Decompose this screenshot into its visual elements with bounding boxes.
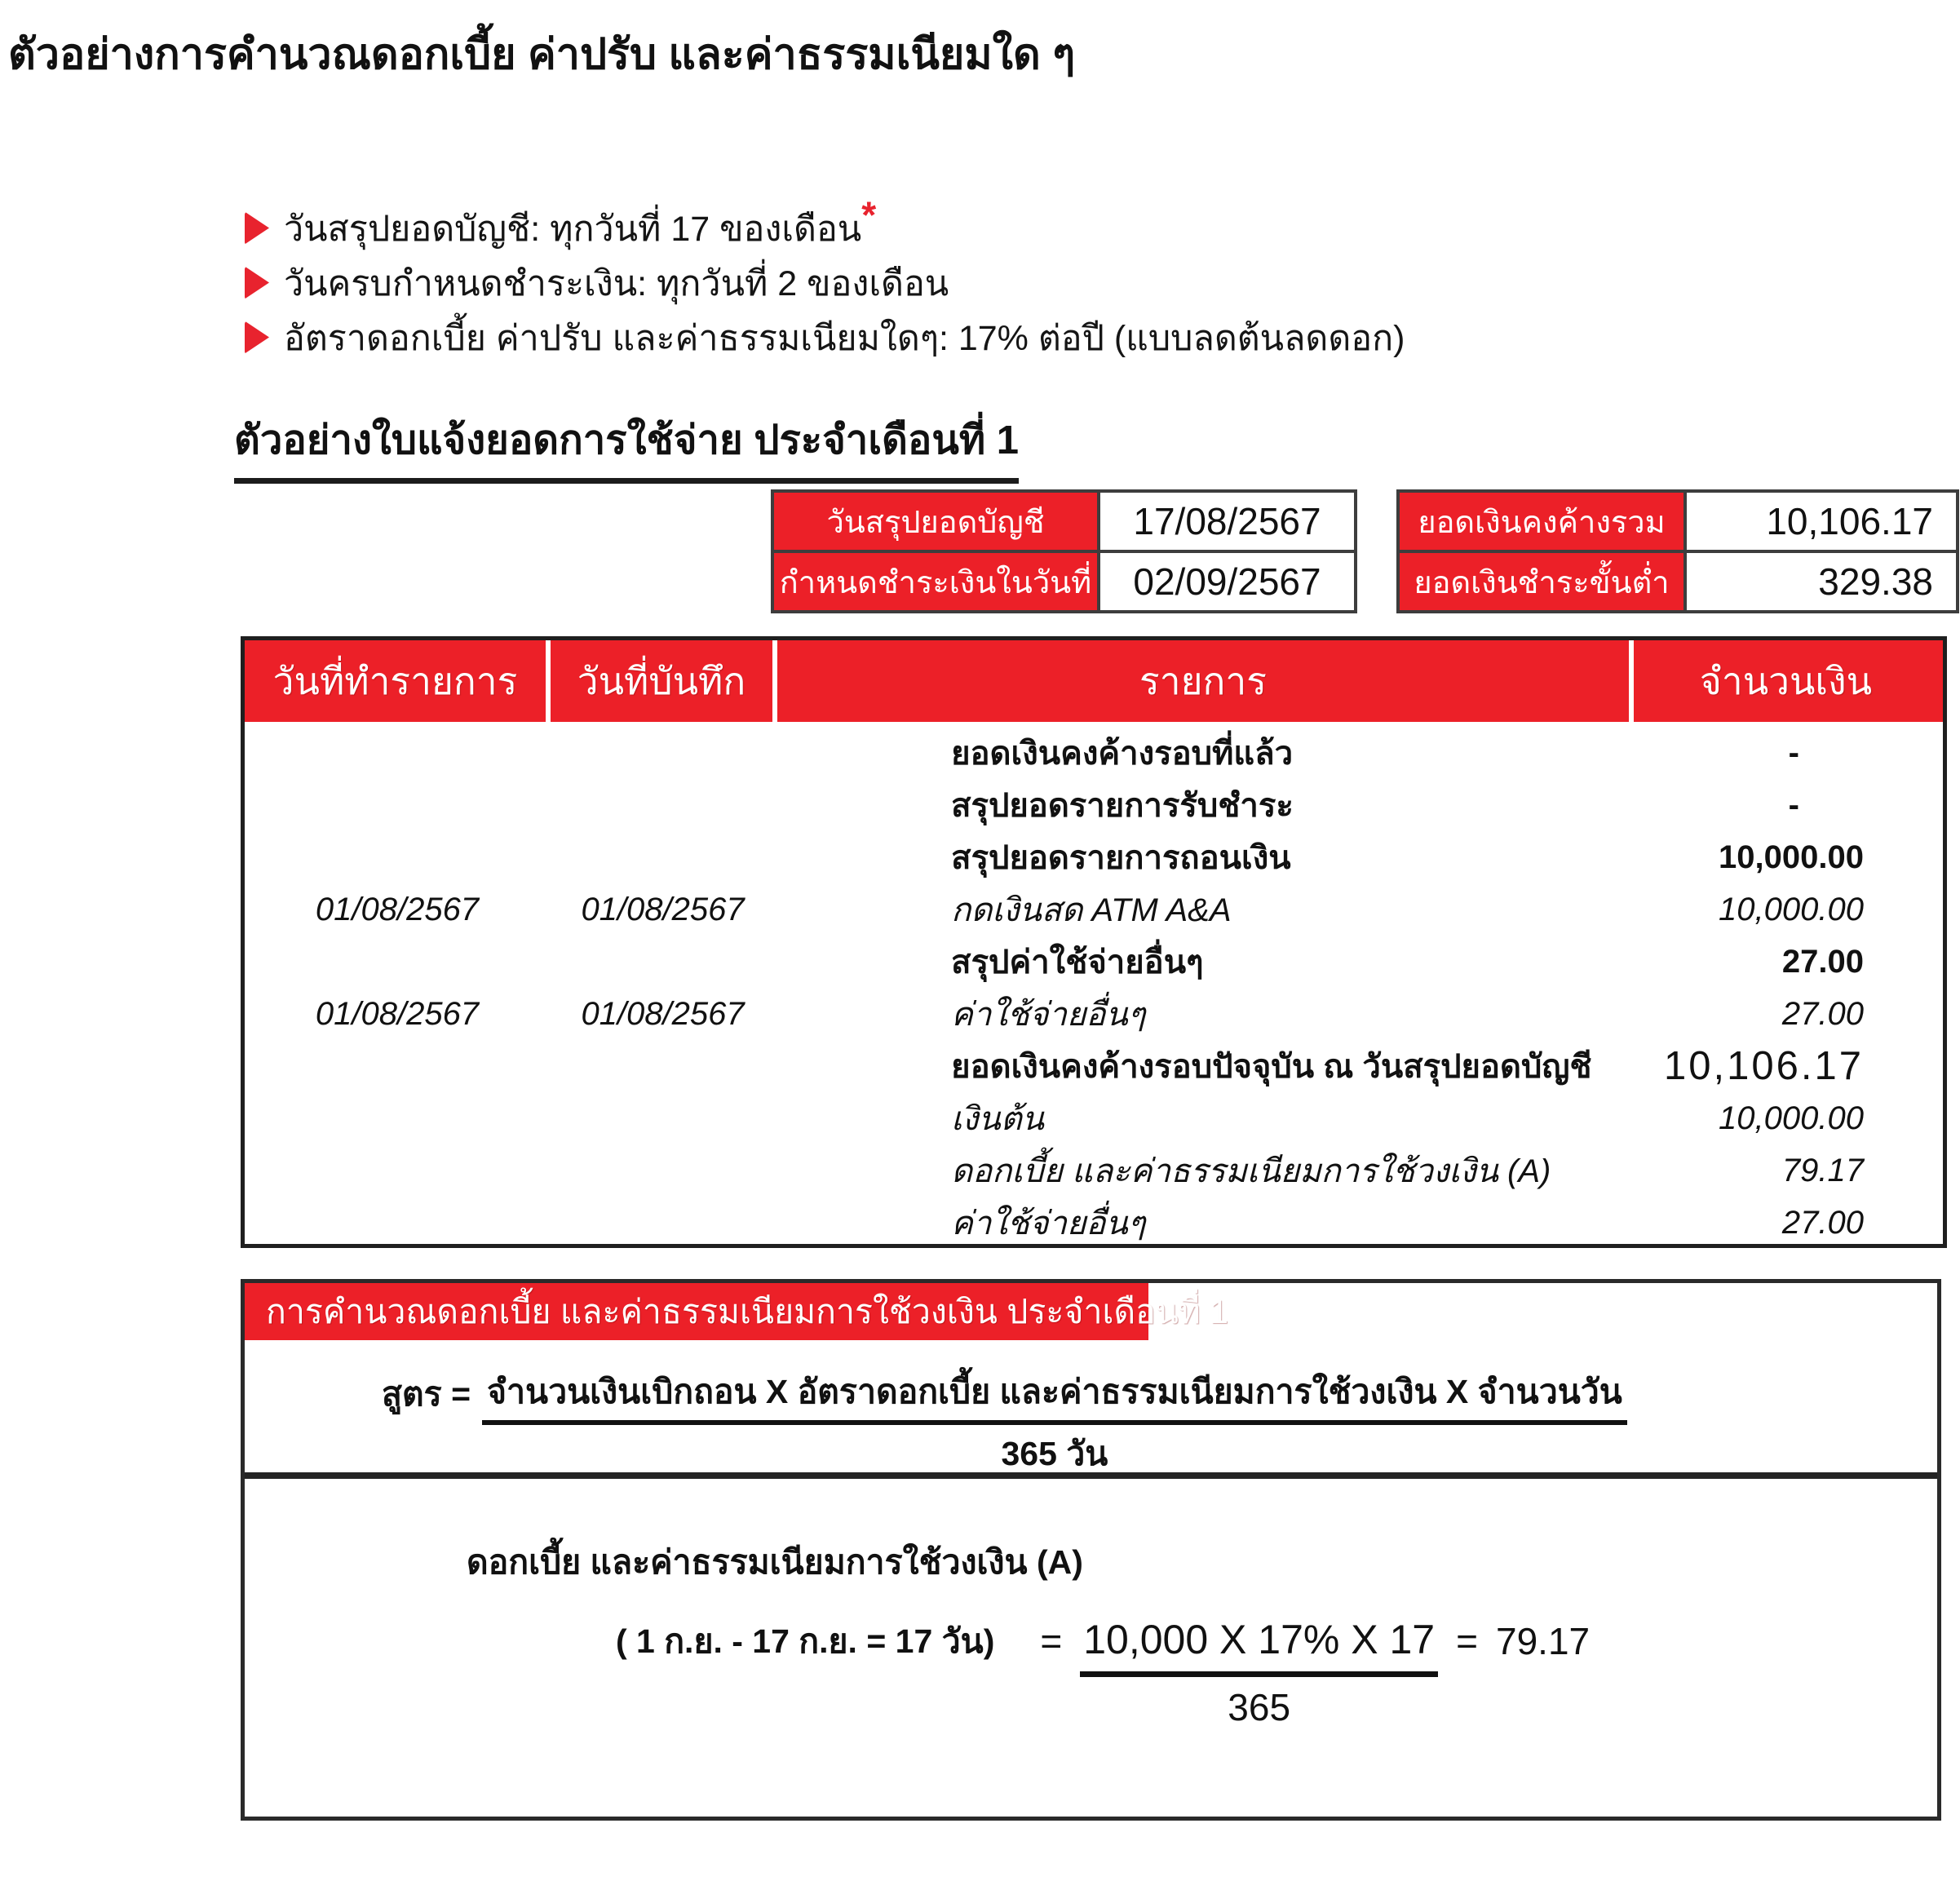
row-amount: 27.00 xyxy=(1781,1204,1864,1241)
row-description: สรุปยอดรายการถอนเงิน xyxy=(951,840,1291,876)
interest-calculation-equation xyxy=(616,1616,1590,1729)
red-arrow-bullet-icon xyxy=(245,321,269,354)
bullet-text: วันสรุปยอดบัญชี: ทุกวันที่ 17 ของเดือน xyxy=(284,209,862,249)
calculation-result: 79.17 xyxy=(1496,1620,1591,1662)
row-description: สรุปยอดรายการรับชำระ xyxy=(951,788,1294,824)
formula-prefix: สูตร = xyxy=(382,1375,471,1413)
row-amount: 10,000.00 xyxy=(1719,1100,1864,1136)
table-row xyxy=(245,727,1943,779)
due-date-label: กำหนดชำระเงินในวันที่ xyxy=(772,551,1099,612)
table-row xyxy=(245,1040,1943,1092)
min-payment-value: 329.38 xyxy=(1685,551,1958,612)
table-row xyxy=(245,936,1943,988)
table-row xyxy=(1398,491,1958,551)
statement-date-label: วันสรุปยอดบัญชี xyxy=(772,491,1099,551)
red-arrow-bullet-icon xyxy=(245,267,269,299)
row-description: ค่าใช้จ่ายอื่นๆ xyxy=(951,1206,1146,1241)
row-description: สรุปค่าใช้จ่ายอื่นๆ xyxy=(951,945,1204,980)
column-header-transaction-date: วันที่ทำรายการ xyxy=(245,640,551,722)
row-posting-date: 01/08/2567 xyxy=(581,891,745,927)
row-amount: 10,000.00 xyxy=(1719,891,1864,927)
row-description: กดเงินสด ATM A&A xyxy=(951,892,1232,928)
row-posting-date: 01/08/2567 xyxy=(581,995,745,1032)
calculation-numerator: 10,000 X 17% X 17 xyxy=(1080,1616,1438,1677)
row-transaction-date: 01/08/2567 xyxy=(315,995,480,1032)
bullet-item xyxy=(245,310,1405,365)
table-row xyxy=(772,491,1356,551)
total-outstanding-value: 10,106.17 xyxy=(1685,491,1958,551)
row-amount: 10,106.17 xyxy=(1663,1044,1864,1088)
row-amount: 79.17 xyxy=(1781,1152,1864,1188)
total-outstanding-label: ยอดเงินคงค้างรวม xyxy=(1398,491,1685,551)
column-header-amount: จำนวนเงิน xyxy=(1699,659,1873,702)
row-amount: 27.00 xyxy=(1781,995,1864,1032)
row-amount: 27.00 xyxy=(1781,943,1864,980)
formula-numerator: จำนวนเงินเบิกถอน X อัตราดอกเบี้ย และค่าธรรมเนียมการใช้วงเงิน X จำนวนวัน xyxy=(482,1371,1627,1425)
table-row xyxy=(772,551,1356,612)
row-description: ยอดเงินคงค้างรอบปัจจุบัน ณ วันสรุปยอดบัญชี xyxy=(951,1049,1592,1085)
min-payment-label: ยอดเงินชำระขั้นต่ำ xyxy=(1398,551,1685,612)
table-row xyxy=(245,1197,1943,1249)
calculation-period: ( 1 ก.ย. - 17 ก.ย. = 17 วัน) xyxy=(616,1622,995,1660)
section-heading: ตัวอย่างใบแจ้งยอดการใช้จ่าย ประจำเดือนที่ 1 xyxy=(234,408,1019,484)
interest-calculation-box xyxy=(241,1279,1941,1821)
row-description: เงินต้น xyxy=(951,1101,1045,1137)
interest-result-label: ดอกเบี้ย และค่าธรรมเนียมการใช้วงเงิน (A) xyxy=(467,1543,1083,1581)
row-amount: 10,000.00 xyxy=(1719,839,1864,875)
row-amount: - xyxy=(1788,734,1799,771)
row-description: ดอกเบี้ย และค่าธรรมเนียมการใช้วงเงิน (A) xyxy=(951,1153,1551,1189)
bullet-list xyxy=(245,193,1405,365)
transactions-table xyxy=(241,636,1947,1248)
bullet-item xyxy=(245,193,1405,255)
table-row xyxy=(245,1144,1943,1197)
equals-sign: = xyxy=(1456,1620,1478,1662)
row-amount: - xyxy=(1788,786,1799,823)
formula-denominator: 365 วัน xyxy=(1001,1435,1108,1472)
table-row xyxy=(245,779,1943,831)
table-row xyxy=(245,883,1943,936)
bullet-item xyxy=(245,255,1405,310)
equals-sign: = xyxy=(1040,1620,1063,1662)
formula-fraction xyxy=(482,1371,1627,1474)
bullet-text: อัตราดอกเบี้ย ค่าปรับ และค่าธรรมเนียมใดๆ: 17% ต่อปี (แบบลดต้นลดดอก) xyxy=(284,318,1405,358)
balance-summary-table xyxy=(1396,489,1959,613)
statement-date-value: 17/08/2567 xyxy=(1099,491,1356,551)
footnote-asterisk: * xyxy=(861,193,877,237)
table-row xyxy=(245,988,1943,1040)
transactions-table-header xyxy=(245,640,1943,722)
row-transaction-date: 01/08/2567 xyxy=(315,891,480,927)
transactions-table-body xyxy=(245,722,1943,1249)
calculation-denominator: 365 xyxy=(1228,1686,1291,1728)
table-row xyxy=(245,831,1943,883)
column-header-description: รายการ xyxy=(777,640,1634,722)
calculation-section-title: การคำนวณดอกเบี้ย และค่าธรรมเนียมการใช้วงเงิน ประจำเดือนที่ 1 xyxy=(245,1283,1148,1340)
statement-dates-table xyxy=(771,489,1357,613)
section-divider xyxy=(245,1472,1937,1479)
row-description: ยอดเงินคงค้างรอบที่แล้ว xyxy=(951,736,1294,772)
interest-formula xyxy=(382,1371,1627,1474)
red-arrow-bullet-icon xyxy=(245,212,269,245)
due-date-value: 02/09/2567 xyxy=(1099,551,1356,612)
row-description: ค่าใช้จ่ายอื่นๆ xyxy=(951,997,1146,1033)
calculation-fraction xyxy=(1080,1616,1438,1729)
column-header-posting-date: วันที่บันทึก xyxy=(551,640,777,722)
bullet-text: วันครบกำหนดชำระเงิน: ทุกวันที่ 2 ของเดือน xyxy=(284,263,949,303)
page-title: ตัวอย่างการคำนวณดอกเบี้ย ค่าปรับ และค่าธรรมเนียมใด ๆ xyxy=(8,31,1076,78)
table-row xyxy=(1398,551,1958,612)
table-row xyxy=(245,1092,1943,1144)
